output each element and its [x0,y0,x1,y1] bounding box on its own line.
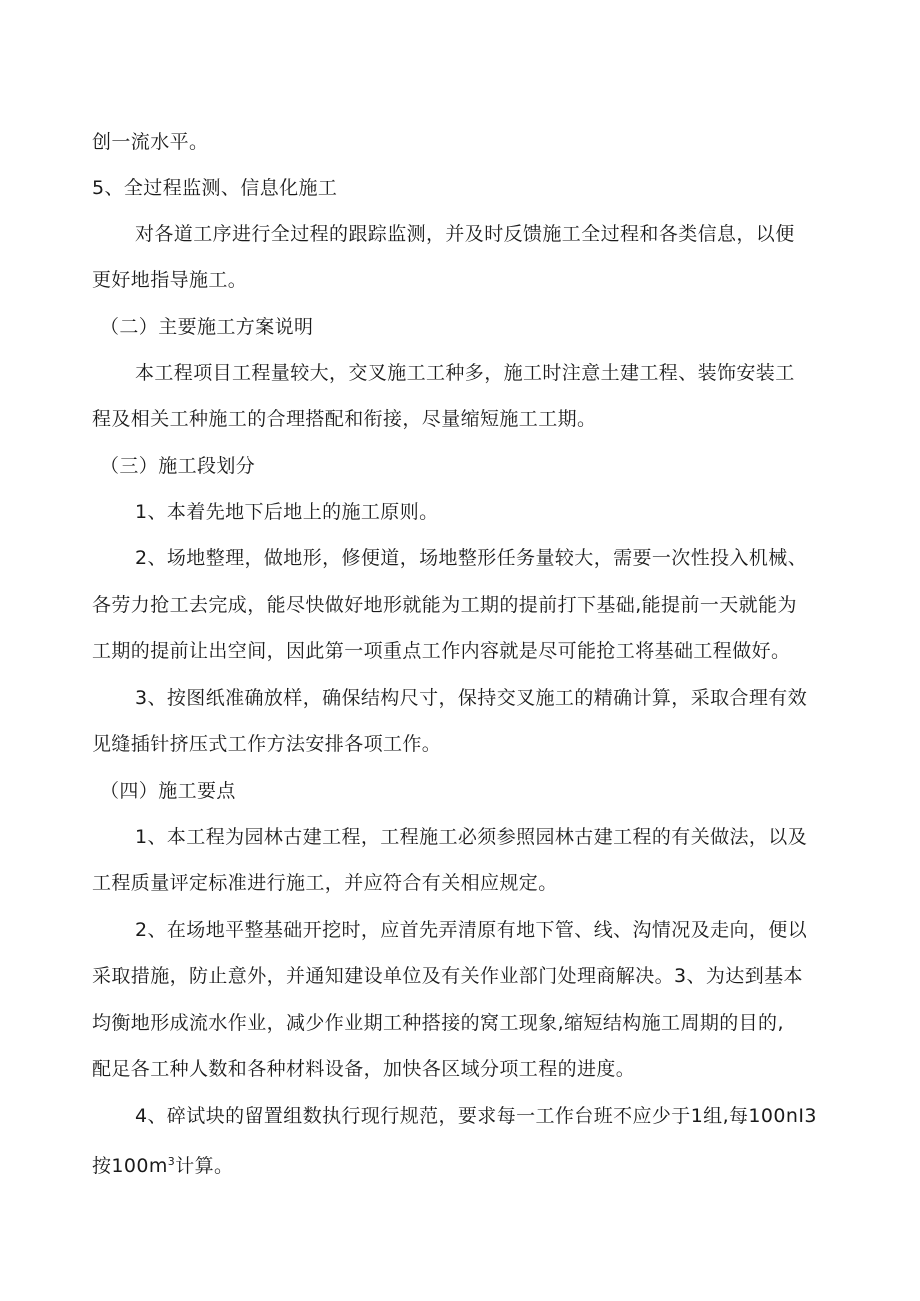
paragraph-line: 工程质量评定标准进行施工，并应符合有关相应规定。 [92,872,558,894]
paragraph-line [92,1150,233,1178]
list-item: 3、按图纸准确放样，确保结构尺寸，保持交叉施工的精确计算，采取合理有效 [135,687,808,709]
section-heading-2: （二）主要施工方案说明 [100,316,314,338]
paragraph-line: 各劳力抢工去完成，能尽快做好地形就能为工期的提前打下基础,能提前一天就能为 [92,594,797,616]
paragraph-line: 创一流水平。 [92,131,209,153]
text-fragment: 计算。 [175,1155,234,1177]
paragraph-line: 工期的提前让出空间，因此第一项重点工作内容就是尽可能抢工将基础工程做好。 [92,640,791,662]
paragraph-line: 采取措施，防止意外，并通知建设单位及有关作业部门处理商解决。3、为达到基本 [92,965,803,987]
paragraph-line: 均衡地形成流水作业，减少作业期工种搭接的窝工现象,缩短结构施工周期的目的, [92,1012,784,1034]
section-heading-5: 5、全过程监测、信息化施工 [92,177,338,199]
section-heading-4: （四）施工要点 [100,780,236,802]
paragraph-line: 对各道工序进行全过程的跟踪监测，并及时反馈施工全过程和各类信息，以便 [135,223,795,245]
paragraph-line: 本工程项目工程量较大，交叉施工工种多，施工时注意土建工程、装饰安装工 [135,362,795,384]
paragraph-line: 更好地指导施工。 [92,269,248,291]
list-item: 1、本着先地下后地上的施工原则。 [135,501,439,523]
paragraph-line: 配足各工种人数和各种材料设备，加快各区域分项工程的进度。 [92,1058,636,1080]
list-item: 1、本工程为园林古建工程，工程施工必须参照园林古建工程的有关做法，以及 [135,826,808,848]
text-fragment: 按100m [92,1155,168,1177]
list-item: 2、在场地平整基础开挖时，应首先弄清原有地下管、线、沟情况及走向，便以 [135,919,808,941]
paragraph-line: 见缝插针挤压式工作方法安排各项工作。 [92,733,442,755]
section-heading-3: （三）施工段划分 [100,455,256,477]
list-item: 2、场地整理，做地形，修便道，场地整形任务量较大，需要一次性投入机械、 [135,547,808,569]
paragraph-line: 程及相关工种施工的合理搭配和衔接，尽量缩短施工工期。 [92,408,597,430]
list-item: 4、碎试块的留置组数执行现行规范，要求每一工作台班不应少于1组,每100nI3 [135,1105,817,1127]
superscript: 3 [167,1155,176,1168]
